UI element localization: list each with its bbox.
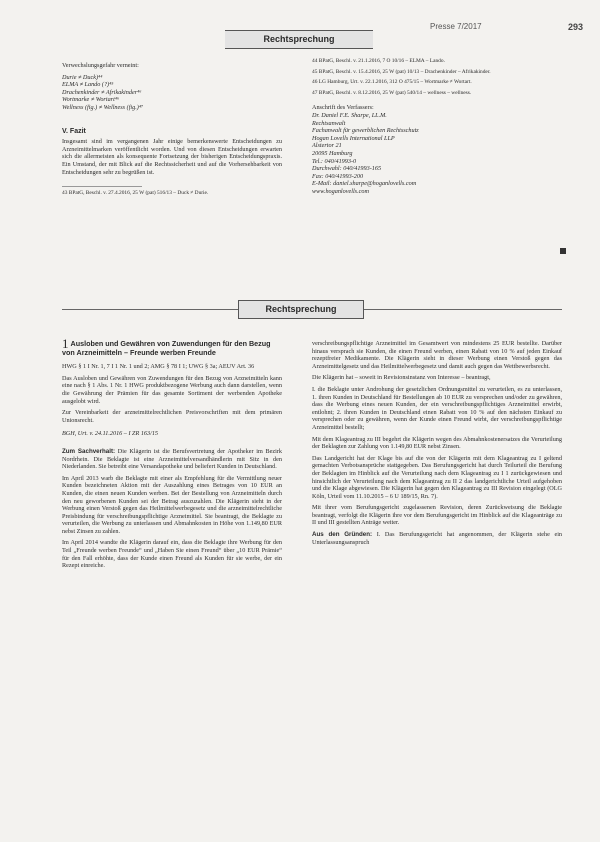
paragraph: Die Klägerin hat – soweit in Revisionsinstanz von Interesse – beantragt,	[312, 374, 491, 382]
section-heading: V. Fazit	[62, 127, 86, 135]
list-item: Wortmarke ≠ Wortart⁴⁶	[62, 96, 120, 104]
author-line: Tel.: 040/41993-0	[312, 157, 357, 165]
running-header: Rechtsprechung	[225, 30, 373, 49]
paragraph: Zum Sachverhalt: Die Klägerin ist die Berufsvertretung der Apotheker im Bezirk Nordrhein. Die Beklagte ist eine Arzneimittelversandhändlerin mit Sitz in den Niederlanden. Sie betreibt eine Versandapotheke und beliefert Kunden in Deutschland.	[62, 447, 283, 471]
end-of-article-square-icon	[560, 248, 566, 254]
run-in-heading: Aus den Gründen:	[312, 531, 373, 539]
paragraph: Mit dem Klageantrag zu III begehrt die Klägerin wegen des Abmahnkostenersatzes die Verurteilung der Beklagten zur Zahlung von 1.149,80 EUR nebst Zinsen.	[312, 435, 562, 451]
list-item: Drachenkinder ≠ Afrikakinder⁴⁶	[62, 88, 142, 96]
footnote: 45 BPatG, Beschl. v. 15.4.2016, 25 W (pat) 10/13 – Drachenkinder – Afrikakinder.	[312, 68, 491, 75]
footnote: 47 BPatG, Beschl. v. 8.12.2016, 25 W (pat) 540/14 – wellness – wellness.	[312, 89, 472, 96]
article-left-column	[62, 336, 283, 574]
list-item: ELMA ≠ Lando (?)⁴⁵	[62, 81, 114, 89]
author-line: www.hoganlovells.com	[312, 187, 369, 195]
paragraph: Aus den Gründen: I. Das Berufungsgericht hat angenommen, der Klägerin stehe ein Unterlassungsanspruch	[312, 531, 563, 546]
paragraph: Das Landgericht hat der Klage bis auf die von der Klägerin mit dem Klageantrag zu I geltend gemachten Verbotsansprüche stattgegeben. Das Berufungsgericht hat durch Teilurteil die Berufung der Beklagten im Hinblick auf die Verurteilung nach dem Klageantrag zu I 1 zurückgewiesen und hinsichtlich der Verurteilung nach dem Klageantrag zu II 2 das landgerichtliche Urteil aufgehoben und die Klage abgewiesen. Die Klägerin hat gegen den Klageantrag zu III Revision eingelegt (OLG Köln, Urteil vom 11.10.2015 – 6 U 189/15, Rn. 7).	[312, 454, 562, 500]
author-line: Fax: 040/41993-200	[312, 172, 364, 180]
top-right-column	[312, 58, 562, 196]
run-in-heading: Zum Sachverhalt:	[62, 447, 116, 455]
author-line: Durchwahl: 040/41993-165	[312, 165, 382, 173]
author-line: 20095 Hamburg	[312, 149, 353, 157]
list-item: Wellness (fig.) ≠ Wellness (fig.)⁴⁷	[62, 103, 144, 111]
article-right-column	[312, 340, 562, 550]
author-heading: Anschrift des Verfassers:	[312, 104, 374, 112]
paragraph: Im April 2014 wandte die Klägerin darauf ein, dass die Beklagte ihre Werbung für den Teil „Freunde werben Freunde“ und „Haben Sie einen Freund“ über „10 EUR Prämie“ für den Fall erhöhte, dass der Kunde einen Freund als Kunden für sie werbe, der ein Rezept einreiche.	[62, 539, 282, 570]
author-line: Hogan Lovells International LLP	[312, 134, 395, 142]
article-title: 1 Ausloben und Gewähren von Zuwendungen für den Bezug von Arzneimitteln – Freunde werben Freunde	[62, 336, 271, 357]
top-left-column	[62, 62, 282, 201]
list-intro: Verwechslungsgefahr verneint:	[62, 62, 139, 69]
footnote-rule	[62, 186, 142, 187]
author-line: Fachanwalt für gewerblichen Rechtsschutz	[312, 127, 419, 135]
footnote: 44 BPatG, Beschl. v. 21.1.2016, 7 O 10/16 – ELMA – Lando.	[312, 58, 445, 64]
footnote: 43 BPatG, Beschl. v. 27.4.2016, 25 W (pat) 516/13 – Duck ≠ Durie.	[62, 190, 209, 197]
author-line: Dr. Daniel F.E. Sharpe, LL.M.	[312, 111, 387, 119]
footnote: 46 LG Hamburg, Urt. v. 22.1.2016, 312 O 475/15 – Wortmarke ≠ Wortart.	[312, 79, 472, 86]
section-divider	[0, 298, 600, 320]
citation: BGH, Urt. v. 24.11.2016 – I ZR 163/15	[62, 430, 159, 438]
section-title: Rechtsprechung	[238, 300, 364, 319]
paragraph: verschreibungspflichtige Arzneimittel im Gesamtwert von mindestens 25 EUR bestellte. Darüber hinaus versprach sie Kunden, die einen Freund werben, einen Rabatt von 10 % auf jeden Einkauf rezeptfreier Medikamente. Die Klägerin sieht in dieser Werbung einen Verstoß gegen das Arzneimittelgesetz und das Heilmittelwerbegesetz und damit auch gegen das Wettbewerbsrecht.	[312, 340, 562, 370]
author-line: Alstertor 21	[312, 142, 342, 150]
article-number: 1	[62, 336, 69, 351]
paragraph: I. die Beklagte unter Androhung der gesetzlichen Ordnungsmittel zu verurteilen, es zu unterlassen, 1. ihren Kunden in Deutschland für Bestellungen ab 10 EUR zu versprechen und/oder zu gewähren, dass die Werbung eines neuen Kunden, der ein verschreibungspflichtiges Arzneimittel erwirbt, entlohnt; 2. ihren Kunden in Deutschland einen Rabatt von 10 % auf den nächsten Einkauf zu versprechen oder zu gewähren, wenn der Kunde einen Freund wirbt, der verschreibungspflichtige Arzneimittel bestellt;	[312, 385, 562, 431]
paragraph: Insgesamt sind im vergangenen Jahr einige bemerkenswerte Entscheidungen zu Arzneimittelmarken veröffentlicht worden. Und von diesen Entscheidungen erwarten sich die allermeisten als konsequente Fortsetzung der bisherigen Entscheidungspraxis. Ein Umstand, der mit Blick auf die Rechtssicherheit und auf die Vorhersehbarkeit von Entscheidungen sehr zu begrüßen ist.	[62, 138, 282, 176]
leitsatz: Das Ausloben und Gewähren von Zuwendungen für den Bezug von Arzneimitteln kann eine nach § 1 Abs. 1 Nr. 1 HWG produktbezogene Werbung auch dann darstellen, wenn die Gewährung der Prämien für das gesamte Sortiment der werbenden Apotheke ausgelobt wird.	[62, 374, 282, 405]
list-item: Durie ≠ Duck)⁴⁴	[62, 73, 103, 81]
journal-reference: Presse 7/2017	[430, 22, 482, 31]
author-line: E-Mail: daniel.sharpe@hoganlovells.com	[312, 180, 417, 188]
leitsatz: Zur Vereinbarkeit der arzneimittelrechtlichen Preisvorschriften mit dem primären Unionsrecht.	[62, 409, 282, 424]
paragraph: Mit ihrer vom Berufungsgericht zugelassenen Revision, deren Zurückweisung die Beklagte beantragt, verfolgt die Klägerin ihre vor dem Berufungsgericht im Hinblick auf die Klageanträge zu II und III gestellten Anträge weiter.	[312, 504, 562, 527]
norms: HWG § 1 I Nr. 1, 7 I 1 Nr. 1 und 2; AMG § 78 I 1; UWG § 3a; AEUV Art. 36	[62, 363, 255, 371]
page-number: 293	[568, 22, 584, 32]
author-line: Rechtsanwalt	[312, 119, 346, 127]
paragraph: Im April 2013 warb die Beklagte mit einer als Empfehlung für die Vermittlung neuer Kunden bezeichneten Aktion mit der Auszahlung eines Betrages von 10 EUR an Kunden, die einen neuen Kunden werben. Bei der Bestellung von Arzneimitteln durch den neu geworbenen Kunden sei der Betrag auszuzahlen. Die Klägerin sieht in der Werbung einen Verstoß gegen das Heilmittelwerbegesetz und die arzneimittelrechtliche Preisbindung für verschreibungspflichtige Arzneimittel. Sie beantragt, die Beklagte zu verurteilen, die Werbung zu unterlassen und Abmahnkosten in Höhe von 1.149,80 EUR nebst Zinsen zu zahlen.	[62, 474, 282, 535]
